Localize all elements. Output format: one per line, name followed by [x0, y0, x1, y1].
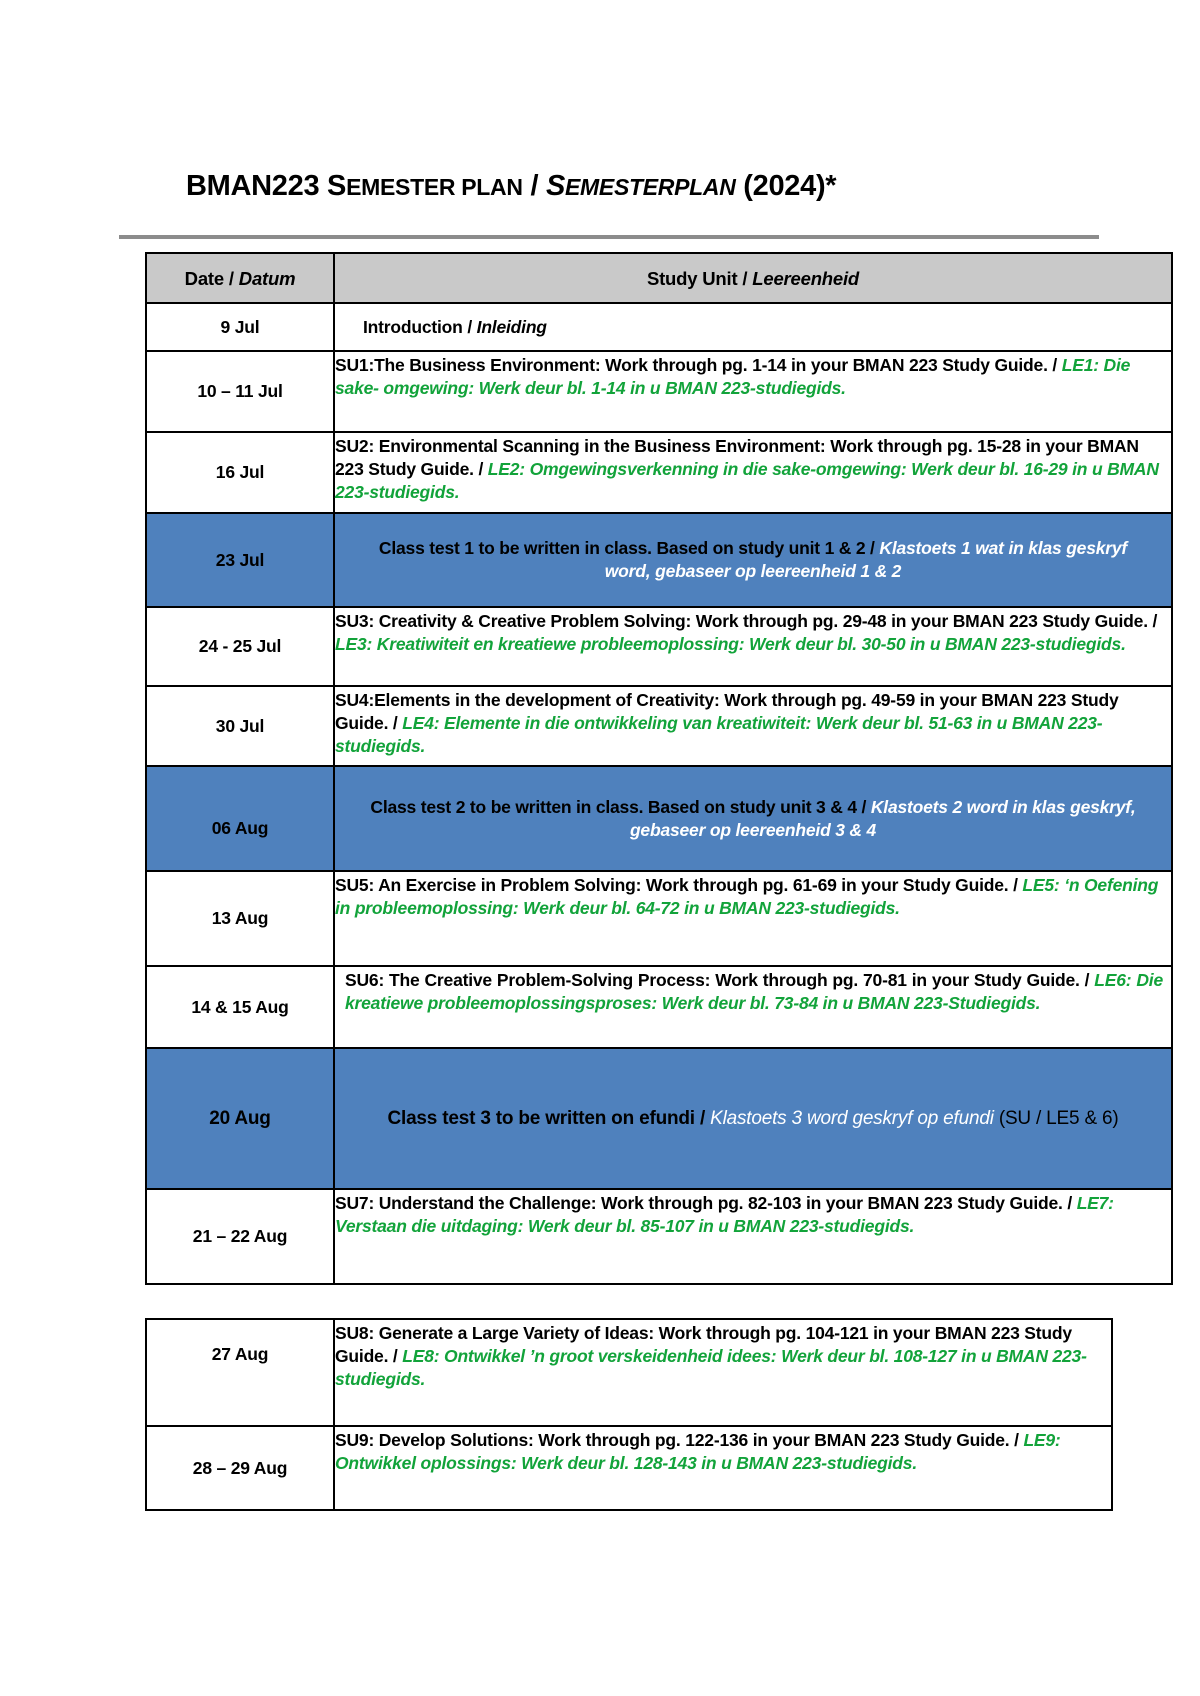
row-date: 30 Jul: [146, 686, 334, 766]
row-study-unit: Class test 2 to be written in class. Based on study unit 3 & 4 / Klastoets 2 word in klas geskryf, gebaseer op leereenheid 3 & 4: [334, 766, 1172, 871]
row-date: 10 – 11 Jul: [146, 351, 334, 432]
schedule-row: [146, 303, 1172, 351]
document-title: BMAN223 SEMESTER PLAN / SEMESTERPLAN (2024)*: [186, 170, 837, 202]
title-divider: [119, 235, 1099, 239]
row-study-unit: Introduction / Inleiding: [334, 303, 1172, 351]
row-study-unit: Class test 1 to be written in class. Based on study unit 1 & 2 / Klastoets 1 wat in klas geskryf word, gebaseer op leereenheid 1 & 2: [334, 513, 1172, 607]
class-test-row: [146, 766, 1172, 871]
row-date: 28 – 29 Aug: [146, 1426, 334, 1510]
semester-plan-table-continued: [145, 1318, 1113, 1511]
row-date: 06 Aug: [146, 766, 334, 871]
schedule-row: [146, 871, 1172, 966]
schedule-row: [146, 1319, 1112, 1426]
row-study-unit: SU5: An Exercise in Problem Solving: Work through pg. 61-69 in your Study Guide. / LE5: ‘n Oefening in probleemoplossing: Werk deur bl. 64-72 in u BMAN 223-studiegids.: [334, 871, 1172, 966]
schedule-row: [146, 1426, 1112, 1510]
date-column-header: Date / Datum: [146, 253, 334, 303]
row-date: 20 Aug: [146, 1048, 334, 1189]
schedule-row: [146, 1189, 1172, 1284]
class-test-row: [146, 513, 1172, 607]
schedule-row: [146, 607, 1172, 686]
schedule-row: [146, 351, 1172, 432]
semester-plan-table: [145, 252, 1173, 1285]
row-study-unit: SU9: Develop Solutions: Work through pg. 122-136 in your BMAN 223 Study Guide. / LE9: Ontwikkel oplossings: Werk deur bl. 128-143 in u BMAN 223-studiegids.: [334, 1426, 1112, 1510]
row-study-unit: SU6: The Creative Problem-Solving Process: Work through pg. 70-81 in your Study Guide. / LE6: Die kreatiewe probleemoplossingsproses: Werk deur bl. 73-84 in u BMAN 223-Studiegids.: [334, 966, 1172, 1048]
schedule-row: [146, 966, 1172, 1048]
study-unit-column-header: Study Unit / Leereenheid: [334, 253, 1172, 303]
row-study-unit: Class test 3 to be written on efundi / Klastoets 3 word geskryf op efundi (SU / LE5 & 6): [334, 1048, 1172, 1189]
schedule-row: [146, 432, 1172, 513]
row-study-unit: SU7: Understand the Challenge: Work through pg. 82-103 in your BMAN 223 Study Guide. / LE7: Verstaan die uitdaging: Werk deur bl. 85-107 in u BMAN 223-studiegids.: [334, 1189, 1172, 1284]
row-date: 21 – 22 Aug: [146, 1189, 334, 1284]
row-date: 9 Jul: [146, 303, 334, 351]
row-study-unit: SU4:Elements in the development of Creativity: Work through pg. 49-59 in your BMAN 223 Study Guide. / LE4: Elemente in die ontwikkeling van kreatiwiteit: Werk deur bl. 51-63 in u BMAN 223-studiegids.: [334, 686, 1172, 766]
schedule-row: [146, 686, 1172, 766]
class-test-row: [146, 1048, 1172, 1189]
row-study-unit: SU3: Creativity & Creative Problem Solving: Work through pg. 29-48 in your BMAN 223 Study Guide. / LE3: Kreatiwiteit en kreatiewe probleemoplossing: Werk deur bl. 30-50 in u BMAN 223-studiegids.: [334, 607, 1172, 686]
row-study-unit: SU2: Environmental Scanning in the Business Environment: Work through pg. 15-28 in your BMAN 223 Study Guide. / LE2: Omgewingsverkenning in die sake-omgewing: Werk deur bl. 16-29 in u BMAN 223-studiegids.: [334, 432, 1172, 513]
row-date: 16 Jul: [146, 432, 334, 513]
row-study-unit: SU1:The Business Environment: Work through pg. 1-14 in your BMAN 223 Study Guide. / LE1: Die sake- omgewing: Werk deur bl. 1-14 in u BMAN 223-studiegids.: [334, 351, 1172, 432]
table-header-row: [146, 253, 1172, 303]
row-date: 24 - 25 Jul: [146, 607, 334, 686]
row-date: 14 & 15 Aug: [146, 966, 334, 1048]
row-study-unit: SU8: Generate a Large Variety of Ideas: Work through pg. 104-121 in your BMAN 223 Study Guide. / LE8: Ontwikkel ’n groot verskeidenheid idees: Werk deur bl. 108-127 in u BMAN 223-studiegids.: [334, 1319, 1112, 1426]
row-date: 23 Jul: [146, 513, 334, 607]
row-date: 13 Aug: [146, 871, 334, 966]
row-date: 27 Aug: [146, 1319, 334, 1426]
